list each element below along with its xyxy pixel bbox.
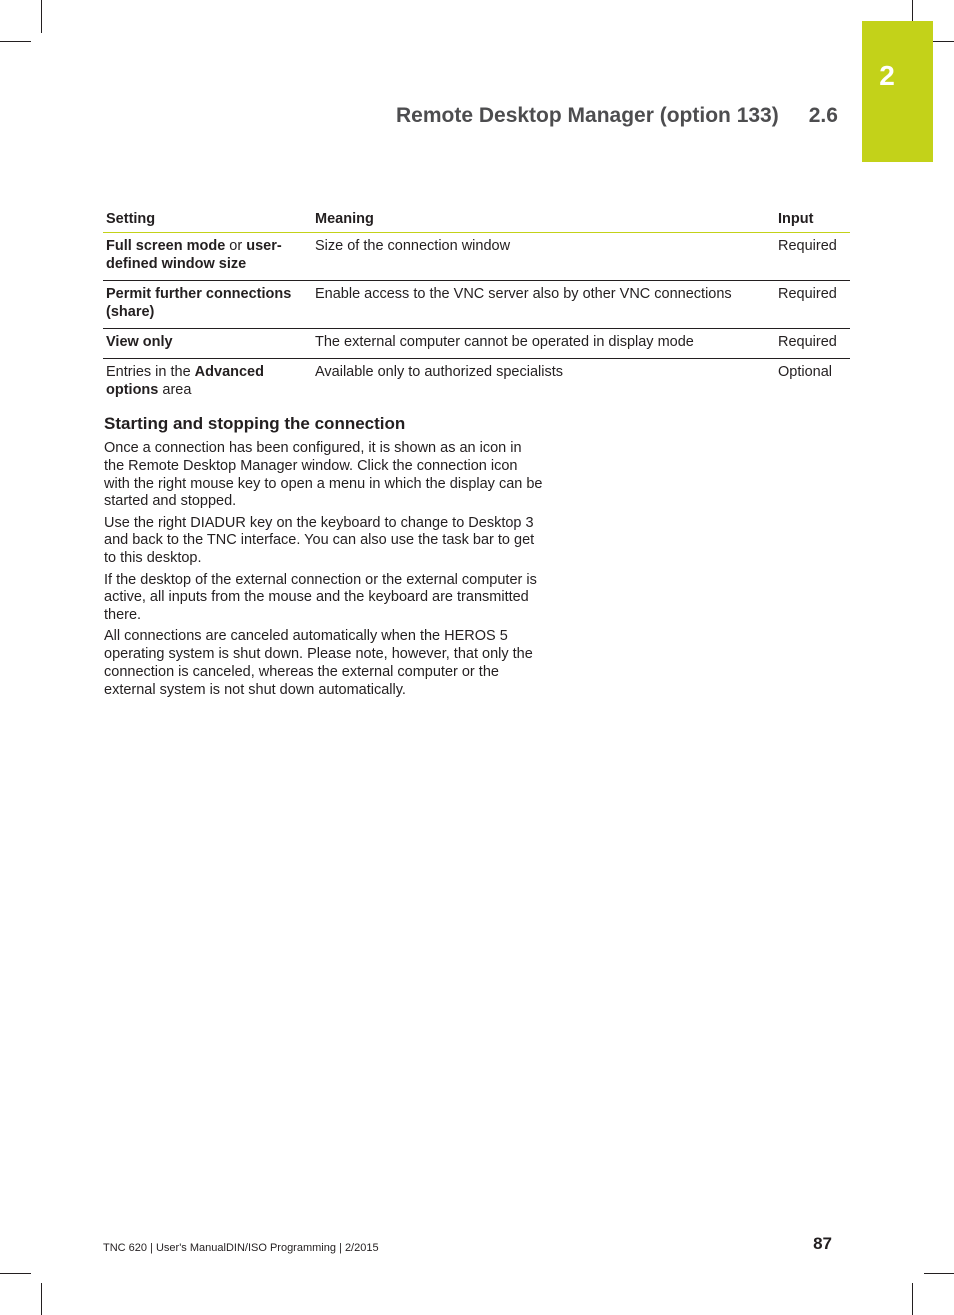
cell-input: Optional bbox=[778, 364, 833, 380]
setting-keyword: Full screen mode bbox=[106, 238, 226, 254]
cell-setting bbox=[103, 281, 312, 329]
crop-mark bbox=[933, 41, 954, 42]
header-setting: Setting bbox=[103, 208, 312, 233]
cell-input: Required bbox=[775, 329, 850, 359]
crop-mark bbox=[0, 41, 31, 42]
table-row bbox=[103, 359, 850, 407]
cell-meaning: The external computer cannot be operated in display mode bbox=[312, 329, 775, 359]
paragraph: Once a connection has been configured, it is shown as an icon in the Remote Desktop Manager window. Click the connection icon with the right mouse key to open a menu in which the display can be started and stopped. bbox=[104, 440, 543, 510]
table-header-row bbox=[103, 208, 850, 233]
crop-mark bbox=[912, 1283, 913, 1315]
header-input: Input bbox=[775, 208, 850, 233]
section-body bbox=[104, 440, 544, 703]
paragraph: All connections are canceled automatically when the HEROS 5 operating system is shut down. Please note, however, that only the connection is canceled, whereas the external computer or the external system is not shut down automatically. bbox=[104, 628, 533, 698]
crop-mark bbox=[0, 1273, 31, 1274]
crop-mark bbox=[912, 0, 913, 21]
cell-setting bbox=[103, 329, 312, 359]
footer-text: TNC 620 | User's ManualDIN/ISO Programming | 2/2015 bbox=[103, 1242, 379, 1254]
running-head bbox=[396, 102, 838, 130]
setting-text: or bbox=[225, 238, 247, 254]
cell-meaning: Size of the connection window bbox=[312, 233, 775, 281]
running-head-section: 2.6 bbox=[808, 104, 838, 127]
running-head-title: Remote Desktop Manager (option 133) bbox=[396, 104, 779, 127]
setting-text: Entries in the bbox=[106, 364, 195, 380]
cell-setting bbox=[103, 359, 312, 407]
header-meaning: Meaning bbox=[312, 208, 775, 233]
chapter-number: 2 bbox=[879, 60, 895, 91]
cell-meaning: Available only to authorized specialists bbox=[315, 364, 563, 380]
cell-setting bbox=[103, 233, 312, 281]
cell-input: Required bbox=[775, 281, 850, 329]
setting-keyword: Permit further connections (share) bbox=[106, 286, 292, 320]
chapter-tab bbox=[862, 21, 933, 162]
cell-meaning: Enable access to the VNC server also by other VNC connections bbox=[312, 281, 775, 329]
settings-table bbox=[103, 208, 850, 406]
table-row bbox=[103, 329, 850, 359]
paragraph: Use the right DIADUR key on the keyboard to change to Desktop 3 and back to the TNC interface. You can also use the task bar to get to this desktop. bbox=[104, 514, 535, 567]
section-heading: Starting and stopping the connection bbox=[104, 414, 406, 433]
page-number: 87 bbox=[813, 1234, 832, 1253]
table-row bbox=[103, 281, 850, 329]
setting-keyword: user-defined window size bbox=[106, 238, 282, 272]
paragraph: If the desktop of the external connection or the external computer is active, all inputs from the mouse and the keyboard are transmitted there. bbox=[104, 571, 537, 624]
table-row bbox=[103, 233, 850, 281]
cell-input: Required bbox=[775, 233, 850, 281]
crop-mark bbox=[41, 1283, 42, 1315]
crop-mark bbox=[924, 1273, 954, 1274]
crop-mark bbox=[41, 0, 42, 33]
setting-text: area bbox=[158, 382, 192, 398]
setting-keyword: Advanced options bbox=[106, 364, 264, 398]
setting-keyword: View only bbox=[106, 334, 173, 350]
